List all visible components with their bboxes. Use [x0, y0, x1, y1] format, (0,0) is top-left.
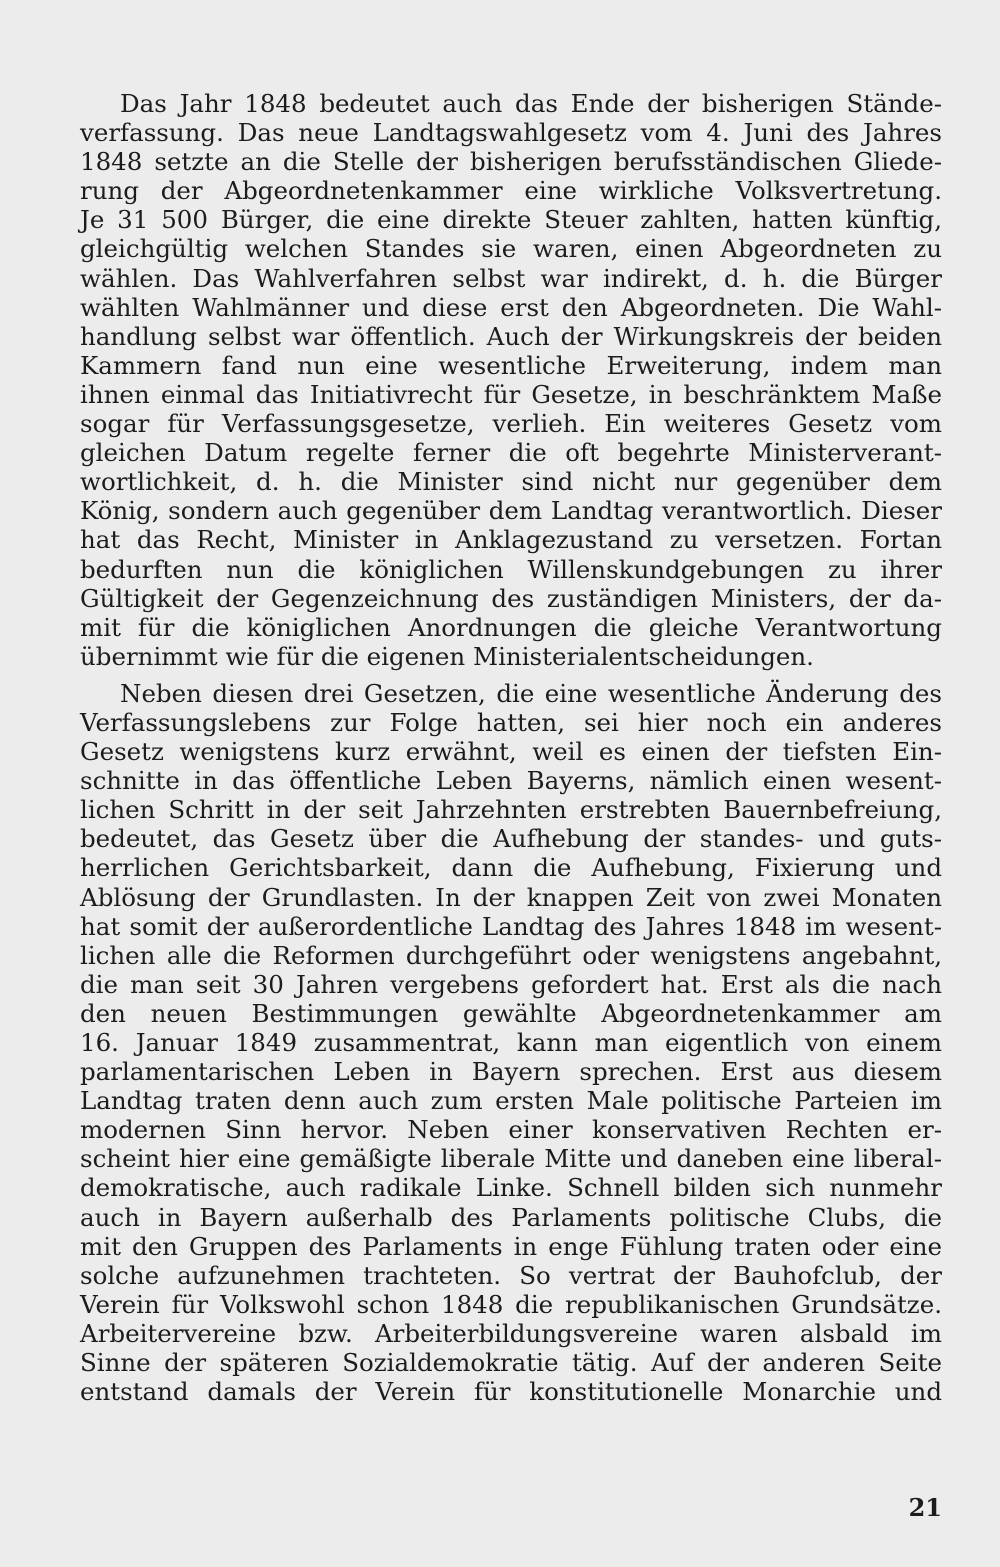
text-line: lichen Schritt in der seit Jahrzehnten erstrebten Bauernbefreiung, [80, 795, 942, 825]
text-line: 16. Januar 1849 zusammentrat, kann man eigentlich von einem [80, 1028, 942, 1057]
page-number: 21 [908, 1493, 942, 1522]
text-line: auch in Bayern außerhalb des Parlaments politische Clubs, die [80, 1202, 942, 1232]
text-line: scheint hier eine gemäßigte liberale Mitte und daneben eine liberal- [80, 1144, 942, 1174]
text-line: handlung selbst war öffentlich. Auch der Wirkungskreis der beiden [80, 321, 942, 351]
text-line: entstand damals der Verein für konstitutionelle Monarchie und [80, 1377, 942, 1407]
paragraph [80, 679, 942, 1406]
text-line: König, sondern auch gegenüber dem Landtag verantwortlich. Dieser [80, 496, 942, 526]
paragraph [80, 89, 942, 671]
text-line: herrlichen Gerichtsbarkeit, dann die Aufhebung, Fixierung und [80, 853, 942, 883]
text-line: Gültigkeit der Gegenzeichnung des zuständigen Ministers, der da- [80, 583, 942, 613]
text-line: wählen. Das Wahlverfahren selbst war indirekt, d. h. die Bürger [80, 263, 942, 293]
text-line: Verfassungslebens zur Folge hatten, sei hier noch ein anderes [80, 707, 942, 737]
text-line: Verein für Volkswohl schon 1848 die republikanischen Grundsätze. [80, 1289, 942, 1319]
text-line: modernen Sinn hervor. Neben einer konservativen Rechten er- [80, 1115, 942, 1145]
text-line: Gesetz wenigstens kurz erwähnt, weil es einen der tiefsten Ein- [80, 737, 942, 767]
text-line: solche aufzunehmen trachteten. So vertrat der Bauhofclub, der [80, 1260, 942, 1290]
text-line: Kammern fand nun eine wesentliche Erweiterung, indem man [80, 350, 942, 380]
text-line: parlamentarischen Leben in Bayern sprechen. Erst aus diesem [80, 1057, 942, 1087]
text-line: Je 31 500 Bürger, die eine direkte Steuer zahlten, hatten künftig, [80, 205, 942, 235]
text-line: hat das Recht, Minister in Anklagezustand zu versetzen. Fortan [80, 525, 942, 555]
body-text [80, 89, 942, 1406]
text-line: Arbeitervereine bzw. Arbeiterbildungsvereine waren alsbald im [80, 1318, 942, 1348]
text-line: Landtag traten denn auch zum ersten Male politische Parteien im [80, 1086, 942, 1116]
text-line: den neuen Bestimmungen gewählte Abgeordnetenkammer am [80, 998, 942, 1028]
text-line: die man seit 30 Jahren vergebens gefordert hat. Erst als die nach [80, 969, 942, 999]
text-line: rung der Abgeordnetenkammer eine wirkliche Volksvertretung. [80, 176, 942, 206]
text-line: wortlichkeit, d. h. die Minister sind nicht nur gegenüber dem [80, 467, 942, 497]
text-line: verfassung. Das neue Landtagswahlgesetz vom 4. Juni des Jahres [80, 118, 942, 148]
text-line: Ablösung der Grundlasten. In der knappen Zeit von zwei Monaten [80, 882, 942, 912]
text-line: bedeutet, das Gesetz über die Aufhebung der standes- und guts- [80, 824, 942, 854]
paragraph-gap [80, 671, 942, 679]
text-line: übernimmt wie für die eigenen Ministerialentscheidungen. [80, 641, 814, 671]
text-line: schnitte in das öffentliche Leben Bayerns, nämlich einen wesent- [80, 766, 942, 796]
text-line: gleichgültig welchen Standes sie waren, einen Abgeordneten zu [80, 234, 942, 264]
text-line: demokratische, auch radikale Linke. Schnell bilden sich nunmehr [80, 1173, 942, 1203]
text-line: Sinne der späteren Sozialdemokratie tätig. Auf der anderen Seite [80, 1348, 942, 1378]
text-line: ihnen einmal das Initiativrecht für Gesetze, in beschränktem Maße [80, 379, 942, 409]
text-line: lichen alle die Reformen durchgeführt oder wenigstens angebahnt, [80, 940, 942, 970]
text-line: mit für die königlichen Anordnungen die gleiche Verantwortung [80, 612, 942, 642]
text-line: gleichen Datum regelte ferner die oft begehrte Ministerverant- [80, 438, 942, 468]
text-line: mit den Gruppen des Parlaments in enge Fühlung traten oder eine [80, 1231, 942, 1261]
text-line: sogar für Verfassungsgesetze, verlieh. Ein weiteres Gesetz vom [80, 409, 942, 439]
text-line: Neben diesen drei Gesetzen, die eine wesentliche Änderung des [120, 678, 942, 708]
text-line: hat somit der außerordentliche Landtag des Jahres 1848 im wesent- [80, 911, 942, 941]
text-line: 1848 setzte an die Stelle der bisherigen berufsständischen Gliede- [80, 147, 942, 177]
text-line: Das Jahr 1848 bedeutet auch das Ende der bisherigen Stände- [120, 89, 942, 118]
text-line: wählten Wahlmänner und diese erst den Abgeordneten. Die Wahl- [80, 292, 942, 322]
text-line: bedurften nun die königlichen Willenskundgebungen zu ihrer [80, 554, 942, 584]
